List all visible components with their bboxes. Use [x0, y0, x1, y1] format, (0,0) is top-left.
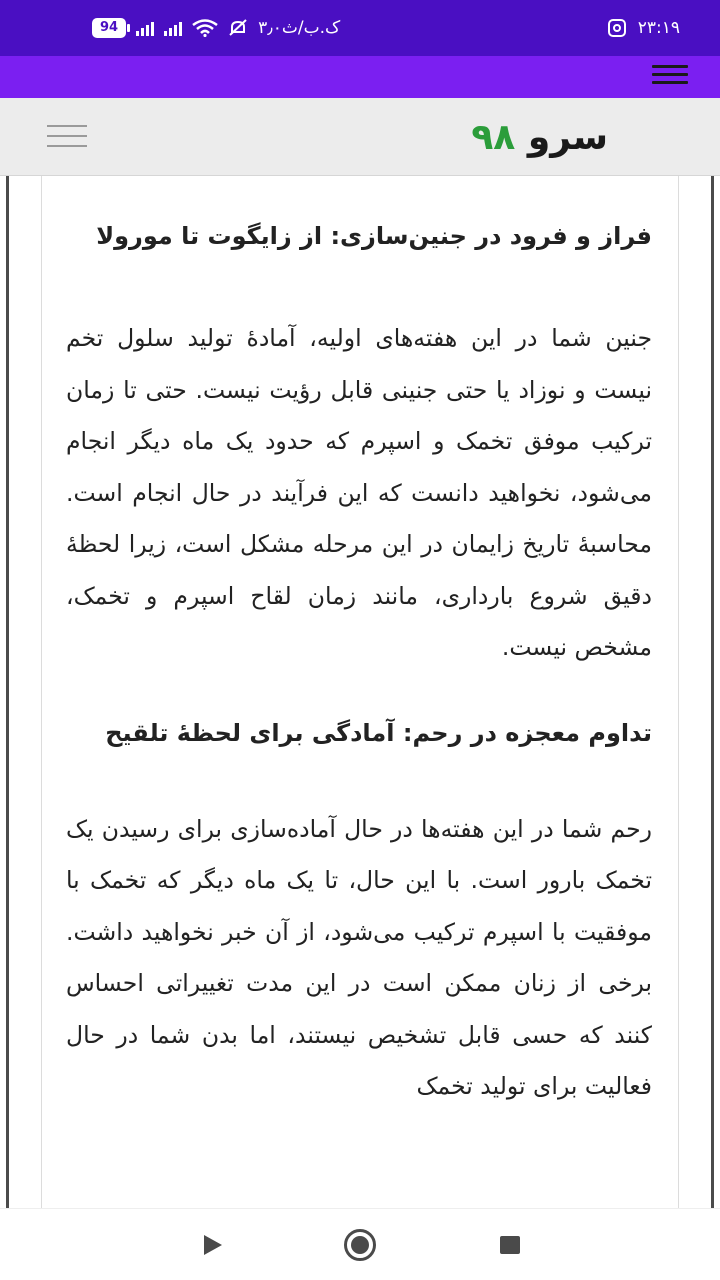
top-nav-bar: [0, 56, 720, 98]
network-speed: ۳٫۰ک.ب/ث: [258, 18, 341, 38]
section-heading: تداوم معجزه در رحم: آمادگی برای لحظهٔ تلقیح: [105, 718, 652, 747]
instagram-icon: [608, 19, 626, 37]
section-paragraph: جنین شما در این هفته‌های اولیه، آمادهٔ تولید سلول تخم نیست و نوزاد یا حتی جنینی قابل رؤیت نیست. حتی تا زمان ترکیب موفق تخمک و اسپرم که حدود یک ماه دیگر انجام می‌شود، نخواهید دانست که این فرآیند در حال انجام است. محاسبهٔ تاریخ زایمان در این مرحله مشکل است، زیرا لحظهٔ دقیق شروع بارداری، مانند زمان لقاح اسپرم و تخمک، مشخص نیست.: [66, 324, 652, 661]
hamburger-menu-icon[interactable]: [652, 65, 688, 89]
battery-icon: [92, 18, 126, 38]
status-bar: [0, 0, 720, 56]
back-button[interactable]: [204, 1235, 222, 1255]
signal-icon: [136, 20, 154, 36]
page-body[interactable]: [0, 176, 720, 1208]
site-logo[interactable]: [471, 116, 608, 160]
card-border-left: [41, 176, 42, 1208]
signal-icon-2: [164, 20, 182, 36]
frame-border-left: [6, 176, 9, 1208]
site-header: [0, 98, 720, 176]
home-button[interactable]: [344, 1229, 376, 1261]
card-border-right: [678, 176, 679, 1208]
logo-word: سرو: [527, 117, 608, 158]
status-right-group: [608, 18, 680, 38]
battery-level: 94: [100, 20, 119, 35]
logo-number: ۹۸: [471, 117, 516, 158]
recents-button[interactable]: [500, 1236, 520, 1254]
wifi-icon: [192, 19, 218, 37]
status-left-group: [92, 18, 340, 38]
clock: ۲۳:۱۹: [637, 18, 680, 38]
system-nav-bar: [0, 1208, 720, 1280]
article-content: [66, 216, 652, 1113]
header-menu-icon[interactable]: [47, 125, 87, 149]
frame-border-right: [711, 176, 714, 1208]
mute-icon: [228, 19, 248, 37]
section-paragraph: رحم شما در این هفته‌ها در حال آماده‌سازی برای رسیدن یک تخمک بارور است. با این حال، تا یک ماه دیگر که تخمک با موفقیت با اسپرم ترکیب می‌شود، از آن خبر نخواهید داشت. برخی از زنان ممکن است در این مدت تغییراتی احساس کنند که حسی قابل تشخیص نیستند، اما بدن شما در حال فعالیت برای تولید تخمک: [66, 814, 652, 1100]
section-heading: فراز و فرود در جنین‌سازی: از زایگوت تا مورولا: [96, 222, 652, 250]
